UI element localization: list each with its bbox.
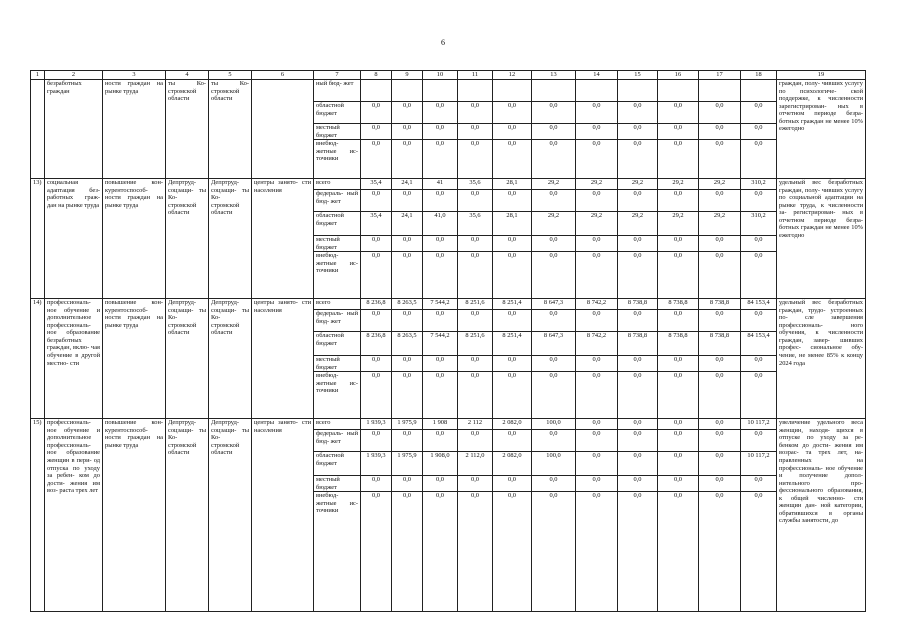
activity-name: безработных граждан — [45, 80, 103, 179]
funding-value: 24,1 — [392, 212, 423, 236]
funding-value: 0,0 — [576, 102, 618, 124]
funding-value: 100,0 — [532, 419, 576, 430]
funding-value: 0,0 — [741, 430, 777, 452]
funding-value: 0,0 — [392, 492, 423, 612]
funding-value: 0,0 — [423, 102, 458, 124]
column-header: 8 — [361, 71, 392, 80]
table-row — [31, 419, 866, 430]
funding-value: 0,0 — [532, 430, 576, 452]
funding-value: 0,0 — [699, 102, 741, 124]
funding-value: 0,0 — [458, 190, 493, 212]
funding-value: 28,1 — [493, 212, 532, 236]
activity-goal: повышение кон- курентоспособ- ности граждан на рынке труда — [103, 299, 166, 419]
funding-value: 29,2 — [699, 212, 741, 236]
funding-value: 0,0 — [576, 140, 618, 179]
funding-value: 0,0 — [658, 124, 699, 140]
column-header: 11 — [458, 71, 493, 80]
funding-value: 0,0 — [618, 190, 658, 212]
funding-value: 0,0 — [392, 252, 423, 299]
funding-value: 2 112,0 — [458, 452, 493, 476]
responsible-executor: ты Ко- стромской области — [166, 80, 209, 179]
funding-value: 0,0 — [392, 140, 423, 179]
funding-value: 0,0 — [576, 356, 618, 372]
funding-value: 0,0 — [618, 140, 658, 179]
funding-value: 8 251,4 — [493, 332, 532, 356]
funding-value — [493, 80, 532, 102]
funding-source: внебюд- жетные ис- точники — [314, 252, 361, 299]
column-header: 1 — [31, 71, 45, 80]
funding-value: 0,0 — [361, 190, 392, 212]
funding-value: 310,2 — [741, 212, 777, 236]
funding-value: 0,0 — [532, 102, 576, 124]
funding-value: 0,0 — [458, 236, 493, 252]
funding-value: 0,0 — [532, 310, 576, 332]
funding-value: 35,6 — [458, 179, 493, 190]
funding-value: 0,0 — [458, 310, 493, 332]
item-number: 13) — [31, 179, 45, 299]
funding-value: 1 975,9 — [392, 452, 423, 476]
target-indicator: увеличение удельного веса женщин, находя- щихся в отпуске по уходу за ре- бенком до дости- жения им возрас- та трех лет, на- правленных на профессиональ- ное обучение и получение допол- нительного про- фессионального образования, к общей численно- сти женщин дан- ной категории, обратившихся в органы службы занятости, до — [777, 419, 866, 612]
funding-value: 35,6 — [458, 212, 493, 236]
funding-value: 0,0 — [576, 476, 618, 492]
item-number — [31, 80, 45, 179]
funding-value: 0,0 — [576, 252, 618, 299]
funding-value: 0,0 — [618, 252, 658, 299]
funding-value: 8 251,6 — [458, 332, 493, 356]
funding-source: местный бюджет — [314, 124, 361, 140]
funding-value: 8 738,8 — [618, 332, 658, 356]
funding-value — [392, 80, 423, 102]
funding-value: 0,0 — [493, 140, 532, 179]
funding-value: 0,0 — [361, 252, 392, 299]
column-header: 18 — [741, 71, 777, 80]
activity-name: профессиональ- ное обучение и дополнительное профессиональ- ное образование женщин в пери- од отпуска по уходу за ребен- ком до дости- жения им воз- раста трех лет — [45, 419, 103, 612]
target-indicator: удельный вес безработных граждан, полу- чивших услугу по социальной адаптации на рынке труда, к численности за- регистрирован- ных в отчетном периоде безра- ботных граждан не менее 10% ежегодно — [777, 179, 866, 299]
funding-value: 10 117,2 — [741, 419, 777, 430]
target-indicator: граждан, полу- чивших услугу по психологиче- ской поддержке, к численности зарегистрирован- ных в отчетном периоде безра- ботных граждан не менее 10% ежегодно — [777, 80, 866, 179]
funding-value: 0,0 — [493, 372, 532, 419]
funding-source: областной бюджет — [314, 332, 361, 356]
funding-value: 0,0 — [493, 430, 532, 452]
funding-value: 0,0 — [392, 124, 423, 140]
page-number: 6 — [441, 38, 445, 47]
table-row — [31, 179, 866, 190]
funding-value: 29,2 — [658, 212, 699, 236]
responsible-executor: Депртруд- соцзащи- ты Ко- стромской области — [166, 179, 209, 299]
funding-value: 0,0 — [741, 124, 777, 140]
funding-value: 8 263,5 — [392, 332, 423, 356]
funding-value: 0,0 — [741, 356, 777, 372]
funding-value: 8 738,8 — [699, 299, 741, 310]
funding-value — [699, 80, 741, 102]
funding-value: 0,0 — [576, 419, 618, 430]
funding-source: местный бюджет — [314, 356, 361, 372]
funding-value: 0,0 — [658, 140, 699, 179]
funding-value: 2 082,0 — [493, 452, 532, 476]
funding-value: 1 908,0 — [423, 452, 458, 476]
funding-value: 8 236,8 — [361, 299, 392, 310]
funding-value: 0,0 — [532, 190, 576, 212]
funding-value: 0,0 — [658, 190, 699, 212]
funding-value — [361, 80, 392, 102]
funding-value: 0,0 — [392, 190, 423, 212]
funding-value: 0,0 — [423, 140, 458, 179]
funding-value: 0,0 — [618, 419, 658, 430]
funding-value — [458, 80, 493, 102]
activity-goal: повышение кон- курентоспособ- ности граждан на рынке труда — [103, 179, 166, 299]
funding-value: 0,0 — [741, 236, 777, 252]
funding-value: 8 738,8 — [658, 299, 699, 310]
funding-value: 8 236,8 — [361, 332, 392, 356]
funding-value: 29,2 — [576, 179, 618, 190]
funding-value: 84 153,4 — [741, 299, 777, 310]
funding-value: 100,0 — [532, 452, 576, 476]
funding-value: 29,2 — [532, 212, 576, 236]
co-executor: Депртруд- соцзащи- ты Ко- стромской области — [209, 299, 252, 419]
funding-value: 0,0 — [658, 492, 699, 612]
funding-value: 7 544,2 — [423, 332, 458, 356]
funding-value — [658, 80, 699, 102]
funding-value: 0,0 — [576, 124, 618, 140]
funding-value: 0,0 — [458, 492, 493, 612]
funding-value: 0,0 — [458, 140, 493, 179]
funding-source: областной бюджет — [314, 102, 361, 124]
funding-value: 0,0 — [361, 310, 392, 332]
funding-value: 84 153,4 — [741, 332, 777, 356]
funding-value: 0,0 — [361, 372, 392, 419]
funding-value: 0,0 — [532, 372, 576, 419]
funding-value: 0,0 — [532, 252, 576, 299]
funding-value: 0,0 — [658, 452, 699, 476]
funding-source: областной бюджет — [314, 452, 361, 476]
funding-value: 0,0 — [361, 356, 392, 372]
funding-value: 0,0 — [458, 102, 493, 124]
item-number: 15) — [31, 419, 45, 612]
funding-value — [576, 80, 618, 102]
funding-value: 0,0 — [458, 476, 493, 492]
funding-value: 0,0 — [423, 430, 458, 452]
funding-value: 35,4 — [361, 179, 392, 190]
funding-value: 0,0 — [532, 140, 576, 179]
column-header: 5 — [209, 71, 252, 80]
funding-value: 7 544,2 — [423, 299, 458, 310]
funding-value — [423, 80, 458, 102]
funding-value: 8 647,3 — [532, 299, 576, 310]
funding-value: 8 251,4 — [493, 299, 532, 310]
funding-value: 0,0 — [741, 372, 777, 419]
funding-value: 0,0 — [576, 372, 618, 419]
funding-source: областной бюджет — [314, 212, 361, 236]
column-header: 12 — [493, 71, 532, 80]
funding-value: 0,0 — [458, 356, 493, 372]
participants: центры занято- сти населения — [252, 179, 314, 299]
column-header: 16 — [658, 71, 699, 80]
funding-source: всего — [314, 419, 361, 430]
funding-source: внебюд- жетные ис- точники — [314, 140, 361, 179]
funding-value: 0,0 — [493, 252, 532, 299]
funding-source: федераль- ный бюд- жет — [314, 310, 361, 332]
funding-value: 0,0 — [493, 190, 532, 212]
funding-value: 0,0 — [532, 356, 576, 372]
column-header: 9 — [392, 71, 423, 80]
funding-value: 0,0 — [361, 102, 392, 124]
funding-value: 0,0 — [699, 190, 741, 212]
funding-source: всего — [314, 299, 361, 310]
funding-value: 0,0 — [576, 310, 618, 332]
funding-value: 0,0 — [618, 452, 658, 476]
funding-value: 41,0 — [423, 212, 458, 236]
program-table — [30, 70, 866, 612]
funding-value: 0,0 — [493, 124, 532, 140]
funding-value: 0,0 — [458, 430, 493, 452]
responsible-executor: Депртруд- соцзащи- ты Ко- стромской области — [166, 299, 209, 419]
funding-value: 0,0 — [392, 310, 423, 332]
funding-value: 0,0 — [576, 492, 618, 612]
funding-value: 0,0 — [618, 356, 658, 372]
funding-value: 29,2 — [658, 179, 699, 190]
funding-value: 0,0 — [658, 310, 699, 332]
funding-value: 10 117,2 — [741, 452, 777, 476]
funding-value: 28,1 — [493, 179, 532, 190]
funding-value: 29,2 — [618, 179, 658, 190]
funding-value: 1 939,3 — [361, 419, 392, 430]
funding-value: 0,0 — [741, 102, 777, 124]
activity-name: профессиональ- ное обучение и дополнительное профессиональ- ное образование безработных граждан, вклю- чая обучение в другой местно- сти — [45, 299, 103, 419]
funding-value: 0,0 — [532, 476, 576, 492]
column-header: 6 — [252, 71, 314, 80]
item-number: 14) — [31, 299, 45, 419]
funding-value: 0,0 — [493, 236, 532, 252]
funding-value: 29,2 — [532, 179, 576, 190]
funding-value: 0,0 — [423, 236, 458, 252]
funding-value: 29,2 — [576, 212, 618, 236]
column-header: 15 — [618, 71, 658, 80]
funding-value: 0,0 — [658, 372, 699, 419]
column-header: 17 — [699, 71, 741, 80]
funding-value: 0,0 — [618, 476, 658, 492]
funding-source: федераль- ный бюд- жет — [314, 430, 361, 452]
funding-value: 0,0 — [392, 476, 423, 492]
funding-source: внебюд- жетные ис- точники — [314, 372, 361, 419]
funding-value: 0,0 — [423, 492, 458, 612]
funding-value: 0,0 — [658, 102, 699, 124]
funding-value: 0,0 — [458, 124, 493, 140]
funding-value: 0,0 — [361, 492, 392, 612]
funding-source: всего — [314, 179, 361, 190]
column-header: 14 — [576, 71, 618, 80]
funding-value: 0,0 — [741, 140, 777, 179]
funding-value: 8 251,6 — [458, 299, 493, 310]
funding-value: 0,0 — [423, 372, 458, 419]
funding-value: 0,0 — [699, 372, 741, 419]
funding-value: 29,2 — [618, 212, 658, 236]
funding-value: 8 742,2 — [576, 299, 618, 310]
funding-value: 0,0 — [576, 452, 618, 476]
funding-source: внебюд- жетные ис- точники — [314, 492, 361, 612]
participants: центры занято- сти населения — [252, 419, 314, 612]
funding-value: 0,0 — [493, 310, 532, 332]
column-header: 3 — [103, 71, 166, 80]
table-row — [31, 80, 866, 102]
funding-value: 8 263,5 — [392, 299, 423, 310]
funding-value: 2 112 — [458, 419, 493, 430]
funding-value: 0,0 — [423, 252, 458, 299]
funding-source: ный бюд- жет — [314, 80, 361, 102]
funding-value: 0,0 — [423, 476, 458, 492]
funding-value: 0,0 — [361, 124, 392, 140]
funding-value: 0,0 — [576, 236, 618, 252]
funding-value: 0,0 — [618, 492, 658, 612]
funding-value: 0,0 — [423, 190, 458, 212]
funding-value: 0,0 — [741, 492, 777, 612]
funding-value: 0,0 — [493, 356, 532, 372]
funding-value: 0,0 — [741, 190, 777, 212]
co-executor: Депртруд- соцзащи- ты Ко- стромской области — [209, 179, 252, 299]
column-header: 19 — [777, 71, 866, 80]
funding-value — [532, 80, 576, 102]
funding-value: 0,0 — [618, 372, 658, 419]
funding-value: 0,0 — [423, 310, 458, 332]
funding-value: 24,1 — [392, 179, 423, 190]
funding-value — [618, 80, 658, 102]
funding-value: 8 647,3 — [532, 332, 576, 356]
funding-value: 0,0 — [658, 476, 699, 492]
funding-value: 29,2 — [699, 179, 741, 190]
funding-value: 0,0 — [699, 476, 741, 492]
funding-value: 0,0 — [658, 252, 699, 299]
funding-value: 0,0 — [392, 102, 423, 124]
funding-source: федераль- ный бюд- жет — [314, 190, 361, 212]
funding-source: местный бюджет — [314, 476, 361, 492]
participants: центры занято- сти населения — [252, 299, 314, 419]
column-header: 7 — [314, 71, 361, 80]
funding-value: 0,0 — [493, 102, 532, 124]
funding-value: 0,0 — [699, 140, 741, 179]
funding-value: 0,0 — [392, 430, 423, 452]
funding-value: 1 975,9 — [392, 419, 423, 430]
funding-value: 0,0 — [392, 356, 423, 372]
funding-value: 0,0 — [361, 476, 392, 492]
funding-value: 0,0 — [423, 356, 458, 372]
funding-value: 310,2 — [741, 179, 777, 190]
funding-value: 1 939,3 — [361, 452, 392, 476]
funding-value: 0,0 — [493, 492, 532, 612]
funding-value: 0,0 — [576, 190, 618, 212]
target-indicator: удельный вес безработных граждан, трудо- устроенных по- сле завершения профессиональ- ного обучения, к численности граждан, завер- шивших профес- сиональное обу- чение, не менее 85% к концу 2024 года — [777, 299, 866, 419]
funding-value: 0,0 — [618, 310, 658, 332]
funding-value: 0,0 — [532, 124, 576, 140]
funding-value: 8 738,8 — [658, 332, 699, 356]
funding-value: 0,0 — [618, 236, 658, 252]
header-row — [31, 71, 866, 80]
participants — [252, 80, 314, 179]
funding-value: 35,4 — [361, 212, 392, 236]
activity-goal: повышение кон- курентоспособ- ности граждан на рынке труда — [103, 419, 166, 612]
funding-value — [741, 80, 777, 102]
funding-value: 0,0 — [618, 102, 658, 124]
column-header: 2 — [45, 71, 103, 80]
funding-value: 0,0 — [699, 252, 741, 299]
funding-value: 0,0 — [361, 430, 392, 452]
funding-value: 0,0 — [699, 356, 741, 372]
funding-source: местный бюджет — [314, 236, 361, 252]
column-header: 13 — [532, 71, 576, 80]
funding-value: 2 082,0 — [493, 419, 532, 430]
funding-value: 0,0 — [493, 476, 532, 492]
funding-value: 0,0 — [458, 252, 493, 299]
funding-value: 0,0 — [423, 124, 458, 140]
funding-value: 0,0 — [741, 310, 777, 332]
responsible-executor: Депртруд- соцзащи- ты Ко- стромской области — [166, 419, 209, 612]
co-executor: ты Ко- стромской области — [209, 80, 252, 179]
funding-value: 0,0 — [699, 124, 741, 140]
funding-value: 0,0 — [699, 419, 741, 430]
funding-value: 0,0 — [361, 140, 392, 179]
funding-value: 8 738,8 — [699, 332, 741, 356]
funding-value: 0,0 — [658, 430, 699, 452]
funding-value: 0,0 — [392, 236, 423, 252]
funding-value: 0,0 — [658, 236, 699, 252]
funding-value: 0,0 — [741, 252, 777, 299]
funding-value: 0,0 — [532, 492, 576, 612]
funding-value: 0,0 — [658, 419, 699, 430]
funding-value: 8 738,8 — [618, 299, 658, 310]
column-header: 10 — [423, 71, 458, 80]
funding-value: 0,0 — [699, 430, 741, 452]
funding-value: 0,0 — [361, 236, 392, 252]
funding-value: 0,0 — [458, 372, 493, 419]
table-row — [31, 299, 866, 310]
funding-value: 0,0 — [532, 236, 576, 252]
funding-value: 0,0 — [699, 236, 741, 252]
funding-value: 0,0 — [699, 452, 741, 476]
funding-value: 0,0 — [699, 310, 741, 332]
funding-value: 1 908 — [423, 419, 458, 430]
co-executor: Депртруд- соцзащи- ты Ко- стромской области — [209, 419, 252, 612]
funding-value: 0,0 — [618, 430, 658, 452]
funding-value: 0,0 — [658, 356, 699, 372]
funding-value: 0,0 — [576, 430, 618, 452]
funding-value: 0,0 — [392, 372, 423, 419]
funding-value: 0,0 — [699, 492, 741, 612]
funding-value: 0,0 — [618, 124, 658, 140]
activity-goal: ности граждан на рынке труда — [103, 80, 166, 179]
funding-value: 41 — [423, 179, 458, 190]
funding-value: 8 742,2 — [576, 332, 618, 356]
activity-name: социальная адаптация без- работных граж- дан на рынке труда — [45, 179, 103, 299]
column-header: 4 — [166, 71, 209, 80]
funding-value: 0,0 — [741, 476, 777, 492]
